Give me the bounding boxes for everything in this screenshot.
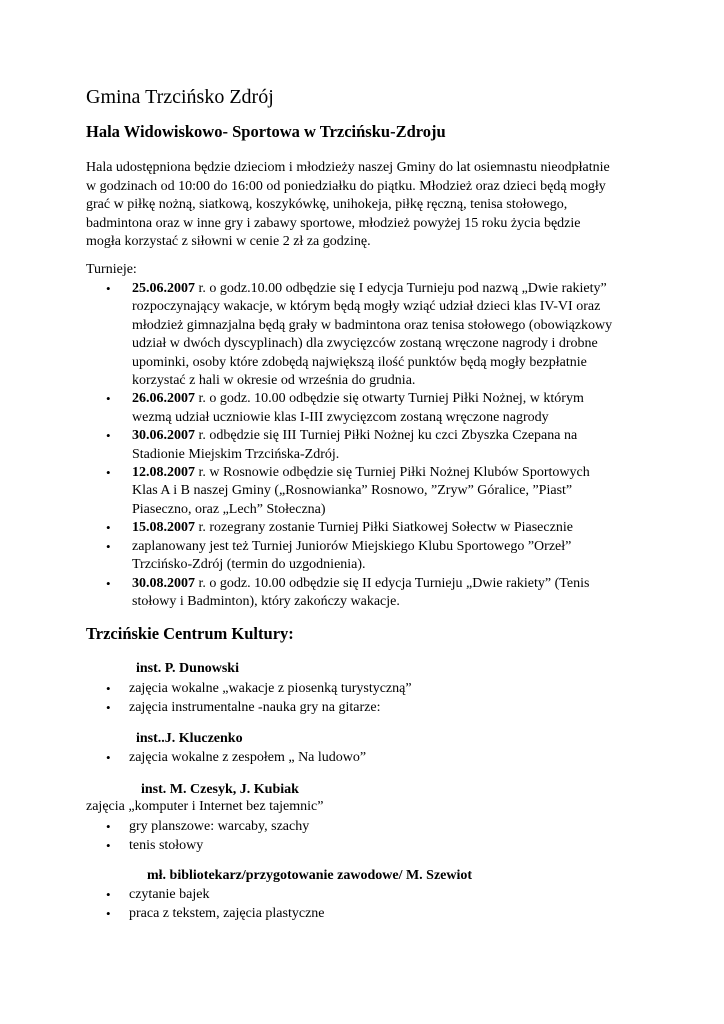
bullet-icon: • (106, 281, 111, 296)
activity-text: gry planszowe: warcaby, szachy (129, 819, 310, 834)
event-date: 15.08.2007 (132, 520, 195, 536)
event-text: wezmą udział uczniowie klas I-III zwycięzcom zostaną wręczone nagrody (132, 409, 549, 425)
list-item (86, 817, 646, 836)
bullet-icon: • (106, 538, 111, 554)
bullet-icon: • (106, 819, 111, 834)
bullet-icon: • (106, 838, 111, 853)
bullet-icon: • (106, 750, 111, 765)
event-text: Trzcińsko-Zdrój (termin do uzgodnienia). (132, 557, 366, 573)
list-item (86, 575, 646, 612)
event-text: rozpoczynający wakacje, w którym będą mogły wziąć udział dzieci klas IV-VI oraz (132, 299, 601, 315)
bullet-icon: • (106, 887, 111, 902)
section-heading-sports-hall: Hala Widowiskowo- Sportowa w Trzcińsku-Zdroju (86, 122, 446, 141)
activity-text: praca z tekstem, zajęcia plastyczne (129, 906, 325, 921)
bullet-icon: • (106, 520, 111, 536)
intro-line: Hala udostępniona będzie dzieciom i młodzieży naszej Gminy do lat osiemnastu nieodpłatnie (86, 160, 610, 175)
event-date: 30.06.2007 (132, 428, 195, 444)
event-text: upominki, osoby które zdobędą największą ilość punktów będą mogły bezpłatnie (132, 354, 587, 370)
event-text: r. w Rosnowie odbędzie się Turniej Piłki Nożnej Klubów Sportowych (195, 465, 590, 481)
activities-list (86, 817, 646, 855)
bullet-icon: • (106, 391, 111, 407)
document-title: Gmina Trzcińsko Zdrój (86, 86, 274, 108)
activity-text: tenis stołowy (129, 838, 204, 853)
event-date: 25.06.2007 (132, 281, 195, 296)
event-text: korzystać z hali w okresie od września do grudnia. (132, 373, 416, 389)
event-date: 26.06.2007 (132, 391, 195, 407)
intro-line: grać w piłkę nożną, siatkową, koszykówkę, unihokeja, piłkę ręczną, tenisa stołowego, (86, 197, 568, 213)
event-text: r. o godz.10.00 odbędzie się I edycja Turnieju pod nazwą „Dwie rakiety” (195, 281, 607, 296)
list-item (86, 885, 646, 904)
intro-line: w godzinach od 10:00 do 16:00 od poniedziałku do piątku. Młodzież oraz dzieci będą mogły (86, 178, 606, 194)
intro-paragraph (86, 159, 646, 252)
bullet-icon: • (106, 575, 111, 591)
list-item (86, 519, 646, 537)
tournaments-list (86, 280, 646, 611)
bullet-icon: • (106, 700, 111, 715)
event-text: Stadionie Miejskim Trzcińska-Zdrój. (132, 446, 340, 462)
instructor-name: mł. bibliotekarz/przygotowanie zawodowe/ M. Szewiot (147, 868, 473, 883)
list-item (86, 904, 646, 923)
activities-list (86, 748, 646, 767)
instructor-name: inst. M. Czesyk, J. Kubiak (141, 782, 299, 797)
event-text: Klas A i B naszej Gminy („Rosnowianka” Rosnowo, ”Zryw” Góralice, ”Piast” (132, 483, 573, 499)
event-date: 12.08.2007 (132, 465, 195, 481)
activity-text: zajęcia wokalne z zespołem „ Na ludowo” (129, 750, 367, 765)
bullet-icon: • (106, 428, 111, 444)
intro-line: badmintona oraz w inne gry i zabawy sportowe, młodzież powyżej 15 roku życia będzie (86, 215, 581, 231)
section-heading-culture-center: Trzcińskie Centrum Kultury: (86, 624, 294, 643)
activity-text: zajęcia wokalne „wakacje z piosenką turystyczną” (129, 681, 412, 696)
tournaments-label: Turnieje: (86, 262, 137, 277)
event-text: r. o godz. 10.00 odbędzie się otwarty Turniej Piłki Nożnej, w którym (195, 391, 584, 407)
event-text: udział w dwóch dyscyplinach) dla zwycięzców zostaną wręczone nagrody i drobne (132, 336, 598, 352)
list-item (86, 836, 646, 855)
event-text: Piaseczno, oraz „Lech” Stołeczna) (132, 501, 326, 517)
activities-list (86, 885, 646, 923)
event-text: r. rozegrany zostanie Turniej Piłki Siatkowej Sołectw w Piasecznie (195, 520, 573, 536)
intro-line: mogła korzystać z siłowni w cenie 2 zł za godzinę. (86, 234, 371, 250)
activities-list (86, 679, 646, 717)
bullet-icon: • (106, 906, 111, 921)
event-text: zaplanowany jest też Turniej Juniorów Miejskiego Klubu Sportowego ”Orzeł” (132, 538, 572, 554)
bullet-icon: • (106, 465, 111, 481)
list-item (86, 280, 646, 390)
activity-text: zajęcia instrumentalne -nauka gry na gitarze: (129, 700, 381, 715)
list-item (86, 679, 646, 698)
activity-text: czytanie bajek (129, 887, 210, 902)
list-item (86, 748, 646, 767)
bullet-icon: • (106, 681, 111, 696)
list-item (86, 464, 646, 519)
event-text: stołowy i Badminton), który zakończy wakacje. (132, 593, 400, 609)
event-text: młodzież gimnazjalna będą grały w badmintona oraz tenisa stołowego (obowiązkowy (132, 317, 613, 333)
group-subtitle: zajęcia „komputer i Internet bez tajemnic” (86, 799, 324, 814)
list-item (86, 538, 646, 575)
event-date: 30.08.2007 (132, 575, 195, 591)
event-text: r. o godz. 10.00 odbędzie się II edycja Turnieju „Dwie rakiety” (Tenis (195, 575, 590, 591)
instructor-name: inst..J. Kluczenko (136, 731, 243, 746)
list-item (86, 698, 646, 717)
list-item (86, 427, 646, 464)
list-item (86, 390, 646, 427)
instructor-name: inst. P. Dunowski (136, 661, 239, 676)
event-text: r. odbędzie się III Turniej Piłki Nożnej ku czci Zbyszka Czepana na (195, 428, 578, 444)
